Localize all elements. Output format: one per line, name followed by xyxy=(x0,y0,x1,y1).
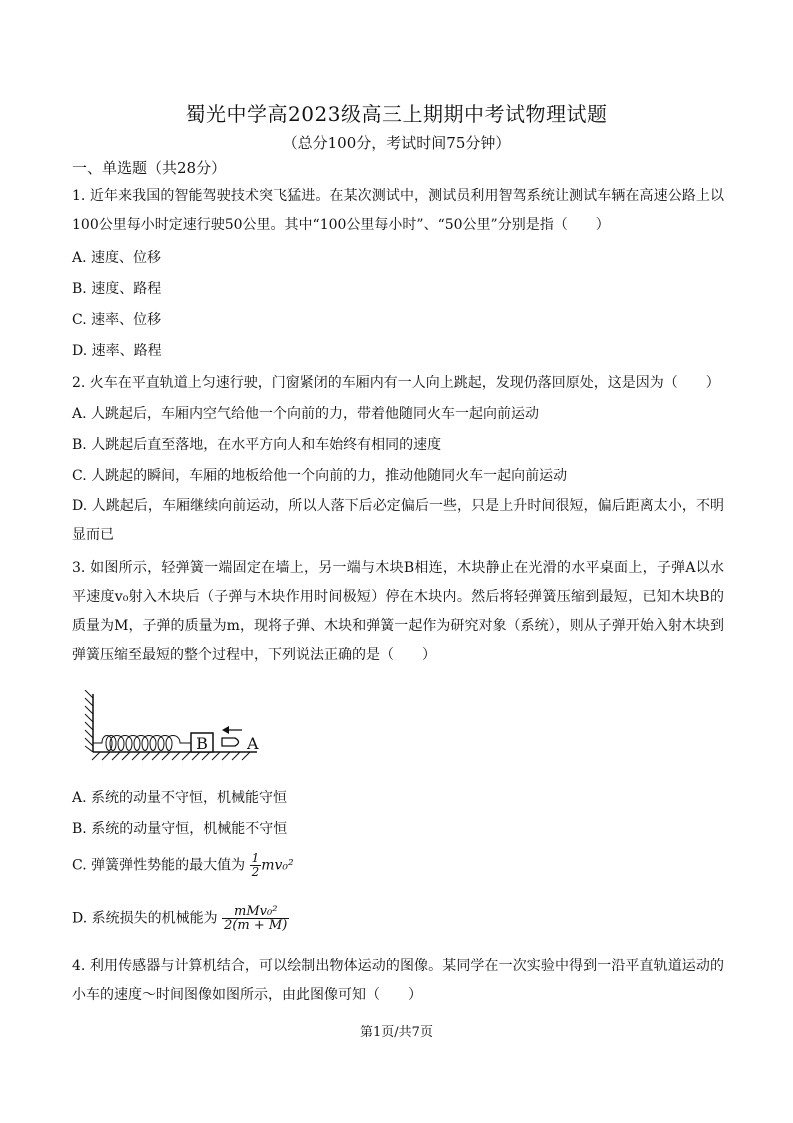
question-1-stem: 1. 近年来我国的智能驾驶技术突飞猛进。在某次测试中，测试员利用智驾系统让测试车辆在高速公路上以100公里每小时定速行驶50公里。其中“100公里每小时”、“50公里”分别是指（ ） xyxy=(72,188,724,233)
question-3-option-d-text: D. 系统损失的机械能为 xyxy=(72,910,218,927)
question-3-option-c xyxy=(72,852,294,879)
question-2-option-d: D. 人跳起后，车厢继续向前运动，所以人落下后必定偏后一些，只是上升时间很短，偏后距离太小，不明显而已 xyxy=(72,498,724,543)
fraction-denominator: 2(m + M) xyxy=(224,918,288,933)
question-2-stem: 2. 火车在平直轨道上匀速行驶，门窗紧闭的车厢内有一人向上跳起，发现仍落回原处，这是因为（ ） xyxy=(72,375,720,391)
exam-info: （总分100分，考试时间75分钟） xyxy=(282,134,511,152)
page-number: 第1页/共7页 xyxy=(360,1025,433,1040)
spring-block-bullet-figure xyxy=(72,690,272,770)
question-3-option-d xyxy=(72,905,289,932)
page-title: 蜀光中学高2023级高三上期期中考试物理试题 xyxy=(185,102,608,126)
question-1-option-d: D. 速率、路程 xyxy=(72,343,162,359)
question-4-stem: 4. 利用传感器与计算机结合，可以绘制出物体运动的图像。某同学在一次实验中得到一沿平直轨道运动的小车的速度～时间图像如图所示，由此图像可知（ ） xyxy=(72,958,724,1003)
question-2-option-c: C. 人跳起的瞬间，车厢的地板给他一个向前的力，推动他随同火车一起向前运动 xyxy=(72,468,568,484)
velocity-arrow xyxy=(222,726,229,734)
question-1-option-a: A. 速度、位移 xyxy=(72,250,162,266)
question-2-option-a: A. 人跳起后，车厢内空气给他一个向前的力，带着他随同火车一起向前运动 xyxy=(72,406,540,422)
bullet-a xyxy=(222,738,239,746)
question-3-option-c-text: C. 弹簧弹性势能的最大值为 xyxy=(72,857,246,874)
fraction-numerator: 1 xyxy=(251,851,260,865)
energy-expression: mv₀² xyxy=(261,857,294,874)
section-heading: 一、单选题（共28分） xyxy=(72,159,227,177)
fraction-numerator: mMv₀² xyxy=(222,905,289,919)
bullet-a-label: A xyxy=(247,734,259,753)
question-1-option-b: B. 速度、路程 xyxy=(72,281,162,297)
question-3-option-a: A. 系统的动量不守恒，机械能守恒 xyxy=(72,790,288,806)
half-fraction xyxy=(250,852,262,879)
question-3-stem: 3. 如图所示，轻弹簧一端固定在墙上，另一端与木块B相连，木块静止在光滑的水平桌面上，子弹A以水平速度v₀射入木块后（子弹与木块作用时间极短）停在木块内。然后将轻弹簧压缩到最短，已知木块B的质量为M，子弹的质量为m，现将子弹、木块和弹簧一起作为研究对象（系统），则从子弹开始入射木块到弹簧压缩至最短的整个过程中，下列说法正确的是（ ） xyxy=(72,560,724,663)
block-b-label: B xyxy=(196,734,208,753)
question-1-option-c: C. 速率、位移 xyxy=(72,312,162,328)
fraction-denominator: 2 xyxy=(251,865,260,879)
spring-coil xyxy=(93,736,191,751)
energy-loss-fraction xyxy=(222,905,289,932)
question-2-option-b: B. 人跳起后直至落地，在水平方向人和车始终有相同的速度 xyxy=(72,437,442,453)
question-3-option-b: B. 系统的动量守恒，机械能不守恒 xyxy=(72,821,288,837)
